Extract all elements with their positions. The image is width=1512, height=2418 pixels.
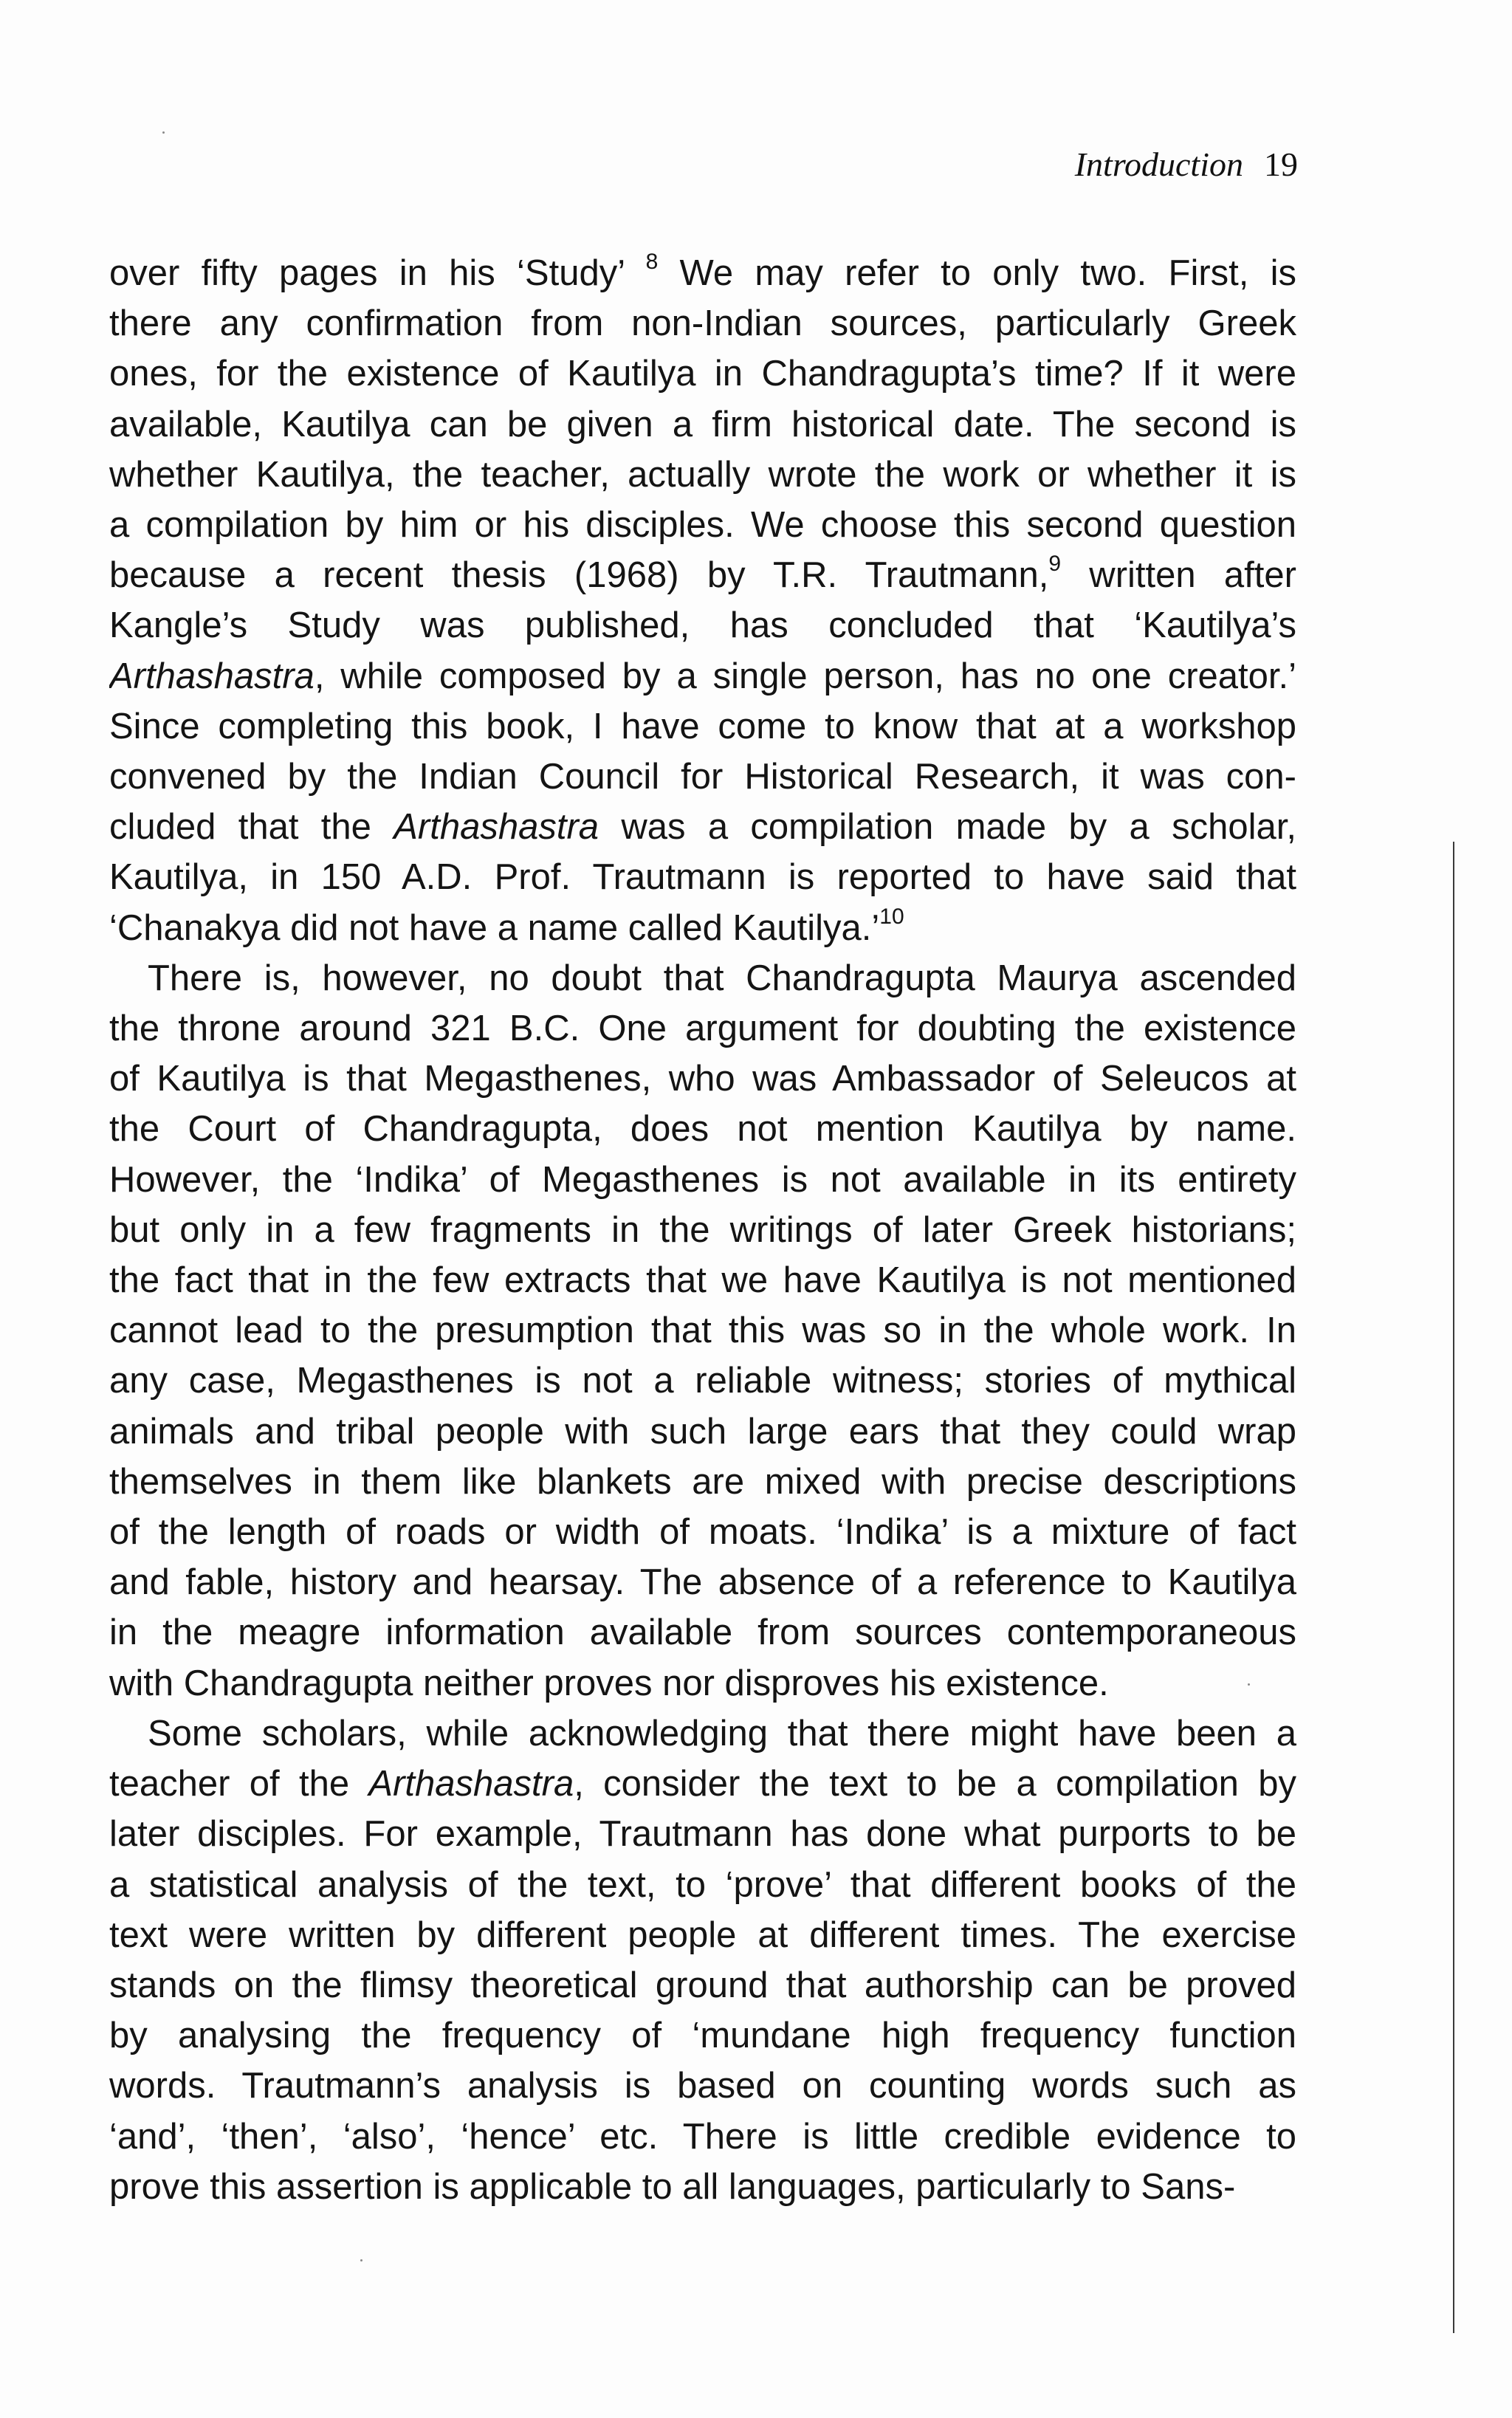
text-line bbox=[109, 2010, 1296, 2061]
footnote-marker: 10 bbox=[879, 904, 904, 929]
line-text: Kautilya, in 150 A.D. Prof. Trautmann is reported to have said that bbox=[109, 857, 1296, 898]
text-line bbox=[109, 1607, 1296, 1658]
margin-rule bbox=[1453, 842, 1454, 2333]
line-text: because a recent thesis (1968) by T.R. Trautmann, bbox=[109, 555, 1049, 596]
line-text: , consider the text to be a compilation by bbox=[574, 1764, 1296, 1804]
text-line bbox=[109, 953, 1296, 1003]
line-text: in the meagre information available from sources contemporaneous bbox=[109, 1612, 1296, 1653]
italic-title: Arthashastra bbox=[368, 1764, 574, 1804]
text-line bbox=[109, 348, 1296, 399]
line-text: ones, for the existence of Kautilya in Chandragupta’s time? If it were bbox=[109, 354, 1296, 394]
page-number: 19 bbox=[1264, 145, 1298, 183]
line-text: cluded that the bbox=[109, 807, 394, 848]
footnote-marker: 8 bbox=[645, 250, 659, 274]
footnote-marker: 9 bbox=[1048, 552, 1061, 577]
italic-title: Arthashastra bbox=[109, 656, 315, 696]
text-line bbox=[109, 752, 1296, 802]
line-text: stands on the flimsy theoretical ground that authorship can be proved bbox=[109, 1965, 1296, 2005]
line-text: with Chandragupta neither proves nor disproves his existence. bbox=[109, 1663, 1109, 1703]
text-line bbox=[109, 1708, 1296, 1759]
paragraph-3 bbox=[109, 1708, 1296, 2212]
text-line bbox=[109, 500, 1296, 550]
section-title: Introduction bbox=[1074, 145, 1243, 183]
line-text: text were written by different people at different times. The exercise bbox=[109, 1914, 1296, 1955]
text-line bbox=[109, 1860, 1296, 1910]
text-line bbox=[109, 399, 1296, 450]
text-line bbox=[109, 1356, 1296, 1406]
text-line bbox=[109, 802, 1296, 852]
line-text: Since completing this book, I have come to know that at a workshop bbox=[109, 706, 1296, 746]
line-text: a compilation by him or his disciples. We choose this second question bbox=[109, 505, 1296, 546]
running-head bbox=[1075, 145, 1298, 184]
line-text: written after bbox=[1061, 555, 1296, 596]
text-line bbox=[109, 600, 1296, 650]
text-line bbox=[109, 1205, 1296, 1255]
line-text: of the length of roads or width of moats. ‘Indika’ is a mixture of fact bbox=[109, 1512, 1296, 1553]
body-text bbox=[109, 248, 1296, 2212]
text-line bbox=[109, 1255, 1296, 1305]
line-text: available, Kautilya can be given a firm historical date. The second is bbox=[109, 404, 1296, 444]
text-line bbox=[109, 1507, 1296, 1557]
text-line bbox=[109, 1658, 1296, 1708]
text-line bbox=[109, 1003, 1296, 1054]
line-text: later disciples. For example, Trautmann has done what purports to be bbox=[109, 1814, 1296, 1855]
line-text: whether Kautilya, the teacher, actually wrote the work or whether it is bbox=[109, 454, 1296, 495]
text-line bbox=[109, 1457, 1296, 1507]
scan-speck bbox=[1248, 1683, 1250, 1686]
line-text: Kangle’s Study was published, has concluded that ‘Kautilya’s bbox=[109, 605, 1296, 646]
line-text: the throne around 321 B.C. One argument for doubting the existence bbox=[109, 1009, 1296, 1049]
line-text: cannot lead to the presumption that this was so in the whole work. In bbox=[109, 1311, 1296, 1351]
line-text: Some scholars, while acknowledging that there might have been a bbox=[148, 1713, 1296, 1754]
line-text: of Kautilya is that Megasthenes, who was Ambassador of Seleucos at bbox=[109, 1059, 1296, 1099]
text-line bbox=[109, 1305, 1296, 1356]
line-text: themselves in them like blankets are mixed with precise descriptions bbox=[109, 1461, 1296, 1502]
scan-speck bbox=[360, 2259, 362, 2261]
line-text: words. Trautmann’s analysis is based on counting words such as bbox=[109, 2066, 1296, 2106]
text-line bbox=[109, 1960, 1296, 2010]
line-text: any case, Megasthenes is not a reliable witness; stories of mythical bbox=[109, 1361, 1296, 1401]
line-text: prove this assertion is applicable to all languages, particularly to Sans- bbox=[109, 2166, 1236, 2207]
text-line bbox=[109, 298, 1296, 348]
line-text: there any confirmation from non-Indian sources, particularly Greek bbox=[109, 303, 1296, 344]
text-line bbox=[109, 1809, 1296, 1859]
line-text: animals and tribal people with such large ears that they could wrap bbox=[109, 1411, 1296, 1452]
text-line bbox=[109, 248, 1296, 298]
text-line bbox=[109, 1557, 1296, 1607]
line-text: the Court of Chandragupta, does not mention Kautilya by name. bbox=[109, 1109, 1296, 1150]
line-text: , while composed by a single person, has no one creator.’ bbox=[314, 656, 1296, 696]
paragraph-2 bbox=[109, 953, 1296, 1708]
line-text: ‘Chanakya did not have a name called Kautilya.’ bbox=[109, 907, 880, 948]
text-line bbox=[109, 903, 1296, 953]
line-text: over fifty pages in his ‘Study’ bbox=[109, 253, 646, 293]
text-line bbox=[109, 2061, 1296, 2111]
text-line bbox=[109, 450, 1296, 500]
text-line bbox=[109, 2112, 1296, 2162]
line-text: teacher of the bbox=[109, 1764, 369, 1804]
line-text: by analysing the frequency of ‘mundane high frequency function bbox=[109, 2016, 1296, 2056]
text-line bbox=[109, 701, 1296, 752]
scan-speck bbox=[162, 131, 165, 134]
line-text: was a compilation made by a scholar, bbox=[599, 807, 1296, 848]
line-text: However, the ‘Indika’ of Megasthenes is not available in its entirety bbox=[109, 1159, 1296, 1200]
line-text: convened by the Indian Council for Historical Research, it was con- bbox=[109, 757, 1296, 797]
italic-title: Arthashastra bbox=[394, 807, 599, 848]
line-text: a statistical analysis of the text, to ‘prove’ that different books of the bbox=[109, 1864, 1296, 1905]
text-line bbox=[109, 2162, 1296, 2212]
line-text: and fable, history and hearsay. The absence of a reference to Kautilya bbox=[109, 1562, 1296, 1603]
text-line bbox=[109, 1104, 1296, 1154]
line-text: There is, however, no doubt that Chandragupta Maurya ascended bbox=[148, 958, 1296, 998]
line-text: but only in a few fragments in the writings of later Greek historians; bbox=[109, 1209, 1296, 1250]
text-line bbox=[109, 1910, 1296, 1960]
line-text: the fact that in the few extracts that we have Kautilya is not mentioned bbox=[109, 1260, 1296, 1301]
text-line bbox=[109, 1155, 1296, 1205]
text-line bbox=[109, 550, 1296, 600]
line-text: ‘and’, ‘then’, ‘also’, ‘hence’ etc. There is little credible evidence to bbox=[109, 2116, 1296, 2157]
text-line bbox=[109, 1407, 1296, 1457]
paragraph-1 bbox=[109, 248, 1296, 953]
text-line bbox=[109, 852, 1296, 902]
text-line bbox=[109, 1054, 1296, 1104]
line-text: We may refer to only two. First, is bbox=[658, 253, 1296, 293]
text-line bbox=[109, 651, 1296, 701]
text-line bbox=[109, 1759, 1296, 1809]
